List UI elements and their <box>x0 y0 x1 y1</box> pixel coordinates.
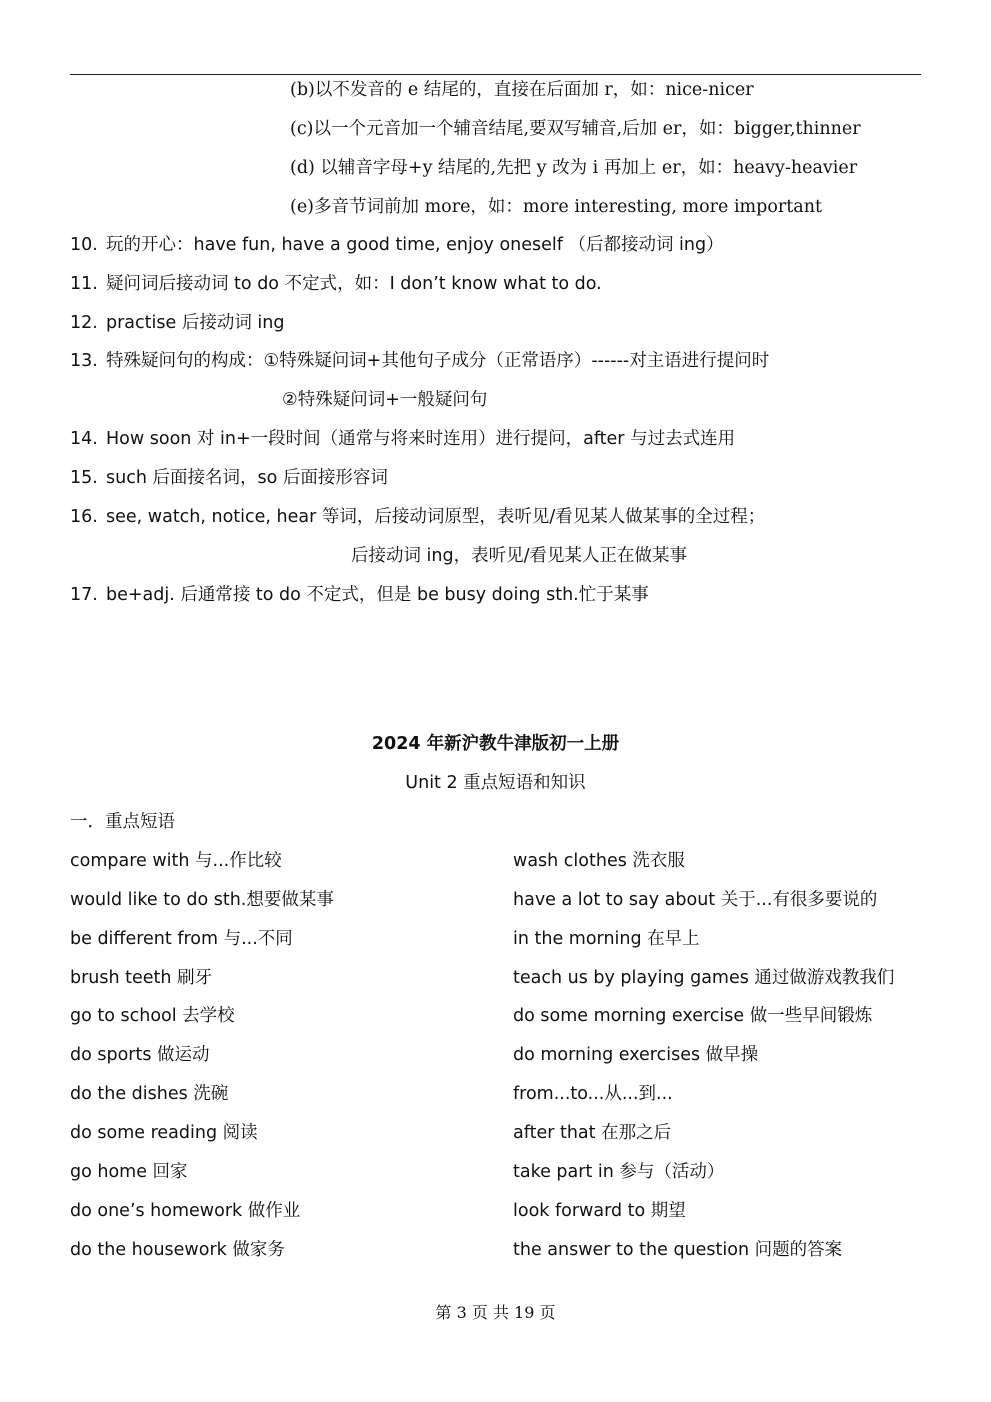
section-subtitle: Unit 2 重点短语和知识 <box>405 773 586 793</box>
rule-b: (b)以不发音的 e 结尾的，直接在后面加 r，如：nice-nicer <box>290 80 754 100</box>
phrase-right-2: have a lot to say about 关于...有很多要说的 <box>513 890 878 910</box>
phrase-left-5: go to school 去学校 <box>70 1006 235 1026</box>
header-rule <box>70 74 921 75</box>
page-footer: 第 3 页 共 19 页 <box>435 1303 556 1322</box>
phrase-right-8: after that 在那之后 <box>513 1123 672 1143</box>
point-14: 14. How soon 对 in+一段时间（通常与将来时连用）进行提问，after 与过去式连用 <box>70 429 736 449</box>
phrase-right-1: wash clothes 洗衣服 <box>513 851 685 871</box>
point-16: 16. see, watch, notice, hear 等词，后接动词原型，表听见/看见某人做某事的全过程； <box>70 507 766 527</box>
point-11: 11. 疑问词后接动词 to do 不定式，如：I don’t know what to do. <box>70 274 602 294</box>
phrase-right-4: teach us by playing games 通过做游戏教我们 <box>513 968 895 988</box>
phrase-right-5: do some morning exercise 做一些早间锻炼 <box>513 1006 873 1026</box>
point-16-continued: 后接动词 ing，表听见/看见某人正在做某事 <box>351 546 688 566</box>
phrase-left-8: do some reading 阅读 <box>70 1123 258 1143</box>
point-13-continued: ②特殊疑问词+一般疑问句 <box>282 390 488 410</box>
point-12: 12. practise 后接动词 ing <box>70 313 285 333</box>
point-10: 10. 玩的开心：have fun, have a good time, enjoy oneself （后都接动词 ing） <box>70 235 724 255</box>
rule-d: (d) 以辅音字母+y 结尾的,先把 y 改为 i 再加上 er，如：heavy-heavier <box>290 158 858 178</box>
phrase-left-7: do the dishes 洗碗 <box>70 1084 229 1104</box>
section-heading: 一．重点短语 <box>70 812 175 832</box>
phrase-left-3: be different from 与...不同 <box>70 929 293 949</box>
rule-c: (c)以一个元音加一个辅音结尾,要双写辅音,后加 er，如：bigger,thinner <box>290 119 861 139</box>
phrase-left-10: do one’s homework 做作业 <box>70 1201 301 1221</box>
phrase-left-6: do sports 做运动 <box>70 1045 210 1065</box>
phrase-right-10: look forward to 期望 <box>513 1201 686 1221</box>
point-17: 17. be+adj. 后通常接 to do 不定式，但是 be busy doing sth.忙于某事 <box>70 585 649 605</box>
phrase-left-4: brush teeth 刷牙 <box>70 968 213 988</box>
phrase-right-9: take part in 参与（活动） <box>513 1162 725 1182</box>
section-title: 2024 年新沪教牛津版初一上册 <box>371 734 620 754</box>
phrase-right-7: from...to...从...到... <box>513 1084 673 1104</box>
point-13: 13. 特殊疑问句的构成：①特殊疑问词+其他句子成分（正常语序）------对主语进行提问时 <box>70 351 770 371</box>
phrase-left-11: do the housework 做家务 <box>70 1240 285 1260</box>
phrase-right-3: in the morning 在早上 <box>513 929 700 949</box>
phrase-left-9: go home 回家 <box>70 1162 188 1182</box>
point-15: 15. such 后面接名词，so 后面接形容词 <box>70 468 388 488</box>
rule-e: (e)多音节词前加 more，如：more interesting, more important <box>290 197 823 217</box>
phrase-left-1: compare with 与...作比较 <box>70 851 282 871</box>
phrase-left-2: would like to do sth.想要做某事 <box>70 890 334 910</box>
phrase-right-6: do morning exercises 做早操 <box>513 1045 759 1065</box>
phrase-right-11: the answer to the question 问题的答案 <box>513 1240 843 1260</box>
